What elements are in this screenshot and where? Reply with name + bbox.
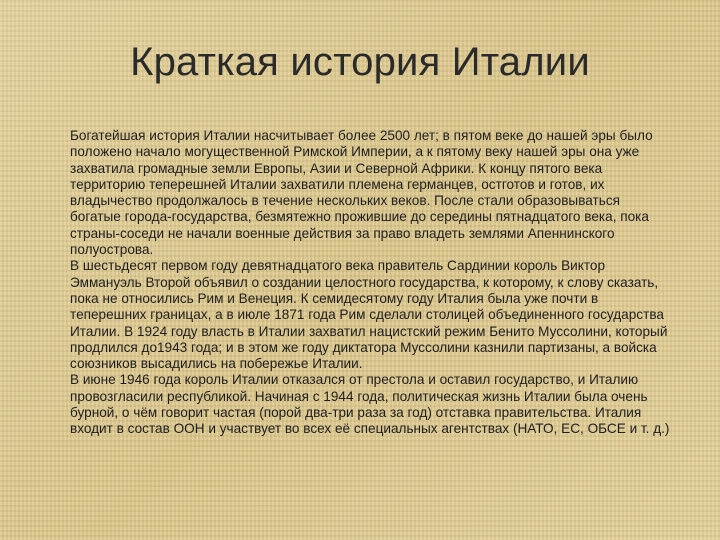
paragraph: В шестьдесят первом году девятнадцатого века правитель Сардинии король Виктор Эммануэль Второй объявил о создании целостного государства, к которому, к слову сказать, пока не относились Рим и Венеция. К семидесятому году Италия была уже почти в теперешних границах, а в июле 1871 года Рим сделали столицей объединенного государства Италии. В 1924 году власть в Италии захватил нацистский режим Бенито Муссолини, который продлился до1943 года; и в этом же году диктатора Муссолини казнили партизаны, а войска союзников высадились на побережье Италии.: [70, 258, 668, 372]
paragraph: Богатейшая история Италии насчитывает более 2500 лет; в пятом веке до нашей эры было положено начало могущественной Римской Империи, а к пятому веку нашей эры она уже захватила громадные земли Европы, Азии и Северной Африки. К концу пятого века территорию теперешней Италии захватили племена германцев, остготов и готов, их владычество продолжалось в течение нескольких веков. После стали образовываться богатые города-государства, безмятежно прожившие до середины пятнадцатого века, пока страны-соседи не начали военные действия за право владеть землями Апеннинского полуострова.: [70, 128, 653, 258]
slide-title: Краткая история Италии: [130, 40, 590, 84]
paragraph: В июне 1946 года король Италии отказался от престола и оставил государство, и Италию провозгласили республикой. Начиная с 1944 года, политическая жизнь Италии была очень бурной, о чём говорит частая (порой два-три раза за год) отставка правительства. Италия входит в состав ООН и участвует во всех её специальных агентствах (НАТО, ЕС, ОБСЕ и т. д.): [70, 372, 670, 437]
slide-body: [70, 128, 670, 438]
